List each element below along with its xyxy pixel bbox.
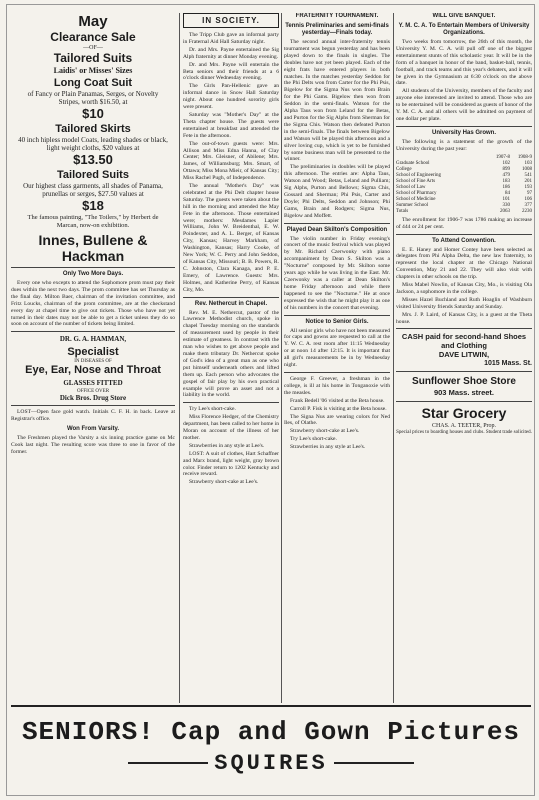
tennis-subheading: Tennis Preliminaries and semi-finals yesterday—Finals today.: [285, 23, 389, 36]
brief-item: The Signa Nus are wearing colors for Ned Iles, of Olathe.: [284, 413, 390, 427]
column-4: [396, 13, 532, 703]
lost-watch: LOST—Open face gold watch. Initials C. F. H. in back. Leave at Registrar's office.: [11, 409, 175, 423]
grocery-note: Special prices to boarding houses and clubs. Student trade solicited.: [396, 430, 532, 436]
table-totals-row: [396, 209, 532, 215]
society-paragraph: The Girls Pan-Hellenic gave an informal dance in Snow Hall Saturday night. About one hundred sorority girls were present.: [183, 83, 279, 111]
squires-ad: [11, 705, 531, 793]
litwin-line-2: DAVE LITWIN,: [438, 350, 490, 360]
table-cell: 2230: [522, 208, 532, 214]
tennis-paragraph: The second annual inter-fraternity tennis tournament was begun yesterday and has been played down to the finals in singles. The doubles have not yet been played. Each of the eight frats have entered players in both matches. In the matches yesterday Seddon for the Phi Delts won from Carter for the Phi Psis, Bigelow for the Sigma Nus won from Brain for the Phi Gams. Bigelow then won from Seddon in the semi-finals. Watson for the Alpha Taus won from Leland for the Betas, and Purton for the Sig Alphs from Sherman for the Sigma Chis. Watson then defeated Purton in the semi-finals. The finals between Bigelow and Watson will be played this afternoon and a silver loving cup, which is yet to be furnished by some business man will be presented to the winner.: [284, 39, 390, 163]
table-cell: 2063: [500, 208, 510, 214]
society-paragraphs: [183, 32, 279, 294]
won-text: The Freshmen played the Varsity a six inning practice game on Mc Cook last night. The resulting score was three to one in favor of the former.: [11, 435, 175, 455]
ad-price-1: $10: [82, 106, 104, 121]
ad-skirts-desc: 40 inch hipless model Coats, leading shades or black, light weight cloths, $20 values at: [18, 136, 168, 152]
ad-long-coat: Long Coat Suit: [53, 77, 133, 89]
brief-item: Strawberry short-cake at Lee's.: [189, 479, 259, 486]
senior-girls-heading: Notice to Senior Girls.: [305, 318, 369, 325]
ad-painting: The famous painting, "The Toilers," by Herbert de Marcan, now-on exhibition.: [27, 214, 159, 229]
litwin-line-3: 1015 Mass. St.: [484, 360, 532, 368]
ad-price-3: $18: [82, 198, 104, 213]
ad-skirts: Tailored Skirts: [55, 123, 131, 135]
table-header-cell: 1908-9: [517, 154, 532, 160]
skilton-text: The violin number in Friday evening's concert of the music festival which was played by Mr. Richard Czerwonky with piano accompaniment by Dean S. Skilton was a "Nocturne" composed by Mr. Skilton some years ago while he was living in the East. Mr. Czerwonky was a caller at Dean Skilton's home Friday afternoon and while there happened to see the "Nocturne." He at once expressed the wish that he might play it as one of his numbers in the concert that evening.: [284, 235, 390, 311]
table-cell: 479: [502, 172, 510, 178]
grown-heading: University Has Grown.: [431, 129, 497, 136]
shoe-store-ad: [396, 375, 532, 398]
hamman-store: Dick Bros. Drug Store: [59, 394, 127, 403]
hamman-areas: Eye, Ear, Nose and Throat: [25, 364, 161, 377]
ad-of: —OF—: [83, 45, 103, 51]
table-cell: Graduate School: [396, 160, 430, 166]
table-cell: 84: [505, 190, 510, 196]
column-2: [183, 13, 279, 703]
tennis-heading: FRATERNITY TOURNAMENT.: [295, 13, 379, 19]
ad-subtitle: Clearance Sale: [50, 30, 136, 44]
squires-name-line: [11, 749, 531, 779]
column-3-briefs: [284, 376, 390, 451]
newspaper-page: [6, 4, 535, 796]
table-header-cell: 1907-8: [495, 154, 510, 160]
grocery-prop: CHAS. A. TEETER, Prop.: [431, 423, 497, 430]
tennis-paragraphs: [284, 39, 390, 220]
brief-item: Try Lee's short-cake.: [290, 436, 337, 443]
society-heading: IN SOCIETY.: [183, 13, 279, 28]
skilton-heading: Played Dean Skilton's Composition: [286, 226, 388, 233]
won-heading: Won From Varsity.: [66, 426, 120, 433]
table-cell: 1008: [522, 166, 532, 172]
brief-item: George F. Greever, a freshman in the college, is ill at his home in Tonganoxie with the measles.: [284, 375, 390, 396]
banquet-paragraph: Two weeks from tomorrow, the 26th of this month, the University Y. M. C. A. will pull off one of the biggest entertainment stunts of this scholastic year. It will be in the form of a banquet in honor of the band, basket-ball, tennis, football, and track teams and this year's debaters, and it will be given in the Gymnasium at 6:30 o'clock on the above date.: [396, 39, 532, 87]
grown-after: The enrollment for 1906-7 was 1786 making an increase of 444 or 24 per cent.: [396, 216, 532, 230]
ad-store-name: Innes, Bullene & Hackman: [38, 232, 148, 264]
convention-heading: To Attend Convention.: [432, 237, 496, 244]
brief-item: Miss Florence Hedger, of the Chemistry department, has been called to her home in Moran on account of the illness of her mother.: [183, 414, 279, 441]
grocery-name: Star Grocery: [421, 405, 507, 422]
hamman-ad: [11, 335, 175, 402]
nethercut-text: Rev. M. E. Nethercut, pastor of the Lawrence Methodist church, spoke in chapel Tuesday morning on the standards of measurement used by people in their estimate of greatness. In contrast with the man who wishes to get above people and make them tributary Dr. Nethercut spoke of God's idea of a great man as one who put himself underneath others and lifted them up. Each person who advocates the gospel of fair play by his own practical example will prove an asset and not a liability in the world.: [183, 309, 279, 399]
convention-paragraph: E. E. Haney and Homer Contey have been selected as delegates from Phi Alpha Delta, the new law fraternity, to represent the local chapter at the Chicago National Convention, May 21 and 22. They will also visit with chapters in other schools on the trip.: [396, 246, 532, 281]
table-cell: School of Medicine: [396, 196, 436, 202]
ad-suits-2-desc: Our highest class garments, all shades of Panama, prunellas or serges, $27.50 values at: [23, 182, 163, 198]
table-cell: Summer School: [396, 202, 429, 208]
table-cell: School of Pharmacy: [396, 190, 437, 196]
brief-item: Strawberries in any style at Lee's.: [189, 442, 265, 449]
nethercut-heading: Rev. Nethercut in Chapel.: [194, 300, 268, 307]
squires-headline: SENIORS! Cap and Gown Pictures: [21, 717, 521, 747]
ad-price-2: $13.50: [73, 152, 113, 167]
convention-paragraphs: [396, 247, 532, 326]
ad-title: May: [78, 13, 108, 30]
table-cell: 330: [502, 202, 510, 208]
society-paragraph: Dr. and Mrs. Payne will entertain the Beta seniors and their friends at a 6 o'clock dinner Wednesday evening.: [183, 61, 279, 82]
column-2-briefs: [183, 406, 279, 486]
ad-long-coat-desc: of Fancy or Plain Panamas, Serges, or Novelty Stripes, worth $16.50, at: [27, 90, 159, 106]
brief-item: Frank Bedell '06 visited at the Beta house.: [290, 397, 385, 404]
table-cell: 201: [524, 178, 532, 184]
column-3: [284, 13, 390, 703]
table-cell: 102: [502, 160, 510, 166]
table-cell: 899: [502, 166, 510, 172]
society-paragraph: Dr. and Mrs. Payne entertained the Sig Alph fraternity at dinner Monday evening.: [183, 46, 279, 60]
ad-sizes: Laidis' or Misses' Sizes: [53, 66, 133, 75]
clearance-sale-ad: [11, 13, 175, 264]
enrollment-table: [396, 155, 532, 215]
hamman-glasses: GLASSES FITTED: [63, 379, 123, 388]
hamman-in: IN DISEASES OF: [74, 359, 112, 365]
grown-text: The following is a statement of the growth of the University during the past year:: [396, 138, 532, 152]
table-cell: College: [396, 166, 412, 172]
table-cell: 103: [524, 160, 532, 166]
table-cell: 541: [524, 172, 532, 178]
convention-paragraph: Miss Mabel Nowlin, of Kansas City, Mo., is visiting Ola Jackson, a sophomore in the college.: [396, 282, 532, 295]
table-cell: 193: [524, 184, 532, 190]
table-cell: School of Law: [396, 184, 426, 190]
hamman-office: OFFICE OVER: [76, 389, 110, 395]
litwin-ad: [396, 332, 532, 368]
table-cell: 183: [502, 178, 510, 184]
litwin-line-1: CASH paid for second-hand Shoes and Clothing: [401, 332, 527, 351]
society-paragraph: The out-of-town guests were: Mrs. Allison and Miss Edna Hanna, of Clay Center; Mrs. Gleisner, of Abilene; Mrs. James, of Williamsburg; Mrs. Smart, of Ottawa; Miss Mona Mieir, of Kansas City; Miss Rachel Pugh, of Independence.: [183, 140, 279, 182]
banquet-paragraphs: [396, 39, 532, 123]
banquet-paragraph: All students of the University, members of the faculty and anyone else interested are invited to attend. Those who are to be entertained will be considered as guests of honor of the Y. M. C. A. and all others will be admitted on payment of one dollar per plate.: [396, 88, 532, 122]
table-cell: 377: [524, 202, 532, 208]
only-two-text: Every one who excepts to attend the Sophomore prom must pay their dues within the next two days. The prom committee has set Thursday as the final day. Milton Baer, chairman of the invitation committee, and Fritz Loucks, chairman of the prom committee, are at the checkstand every day at chapel time to give out tickets. Those who have not yet turned in their dates may not be able to get a ticket unless they do so soon on account of the number of tickets being limited.: [11, 280, 175, 328]
brief-item: Strawberries in any style at Lee's.: [290, 444, 366, 451]
convention-paragraph: Misses Hazel Buchland and Ruth Hoaglin of Washburn visited University friends Saturday and Sunday.: [396, 296, 532, 310]
brief-item: Strawberry short-cake at Lee's.: [290, 428, 360, 435]
tennis-paragraph: The preliminaries in doubles will be played this afternoon. The entries are: Alpha Taus, Watson and Wood; Betas, Leland and Pulliam; Sig Alphs, Purton and Bellows; Sigma Chis, Gossard and Sherman; Phi Psis, Carter and Doyle; Phi Delts, Seddon and Johnson; Phi Gams, Brain and Rodgers; Sigma Nus, Bigelow and Moffett.: [284, 164, 390, 219]
table-cell: Totals: [396, 208, 409, 214]
only-two-heading: Only Two More Days.: [62, 271, 124, 277]
table-cell: 186: [502, 184, 510, 190]
ad-tailored-suits: Tailored Suits: [53, 51, 133, 65]
banquet-heading: WILL GIVE BANQUET.: [432, 13, 496, 19]
senior-girls-text: All senior girls who have not been measured for caps and gowns are requested to call at the Y. W. C. A. rest room after 11:15 Wednesday or at noon 14 after 12:15. It is important that all girl's measurements be in by Wednesday night.: [284, 327, 390, 369]
banquet-subheading: Y. M. C. A. To Entertain Members of University Organizations.: [398, 23, 530, 36]
shoe-store-address: 903 Mass. street.: [433, 388, 495, 398]
table-cell: School of Engineering: [396, 172, 441, 178]
column-1: [11, 13, 175, 703]
table-cell: 101: [502, 196, 510, 202]
brief-item: Carroll P. Fisk is visiting at the Beta house.: [290, 405, 387, 412]
table-cell: 106: [524, 196, 532, 202]
society-paragraph: The annual "Mother's Day" was celebrated at the Phi Delt chapter house Saturday. The guests were taken about the hill in the morning and attended the May Fete in the afternoon. Those entertained were; mothers: Mesdames Lapier Williams, John W. Breidenthal, E. W. Poindexter, and A. L. Berger, of Kansas City, Kansas; Harvey Markham, of Washington, Kansas; Harry Cooke, of New York; W. C. Perry and John Seddon, of Kansas City, Missouri; B. B. Powers, R. C. Johnston, Clara Kanaga, and P. E. Emery, of Lawrence. Guests: Mrs. Holmes, and Katherine Perry, of Kansas City, Mo.: [183, 183, 279, 293]
squires-name: SQUIRES: [214, 751, 328, 776]
table-cell: 97: [527, 190, 532, 196]
ad-suits-2: Tailored Suits: [57, 169, 129, 181]
convention-paragraph: Mrs. J. P. Laird, of Kansas City, is a guest at the Theta house.: [396, 311, 532, 325]
society-paragraph: Saturday was "Mother's Day" at the Theta chapter house. The guests were entertained at breakfast and attended the Fete in the afternoon.: [183, 111, 279, 139]
star-grocery-ad: [396, 405, 532, 436]
society-paragraph: The Tripp Club gave an informal party in Fraternal Aid Hall Saturday night.: [183, 32, 279, 45]
brief-item: LOST: A suit of clothes, Hart Schaffner and Marx brand, light weight, gray brown color. Finder return to 1202 Kentucky and receive reward.: [183, 450, 279, 478]
hamman-role: Specialist: [67, 346, 119, 359]
brief-item: Try Lee's short-cake.: [189, 406, 236, 413]
shoe-store-name: Sunflower Shoe Store: [412, 376, 516, 388]
table-cell: School of Fine Arts: [396, 178, 436, 184]
hamman-name: DR. G. A. HAMMAN,: [59, 335, 127, 344]
